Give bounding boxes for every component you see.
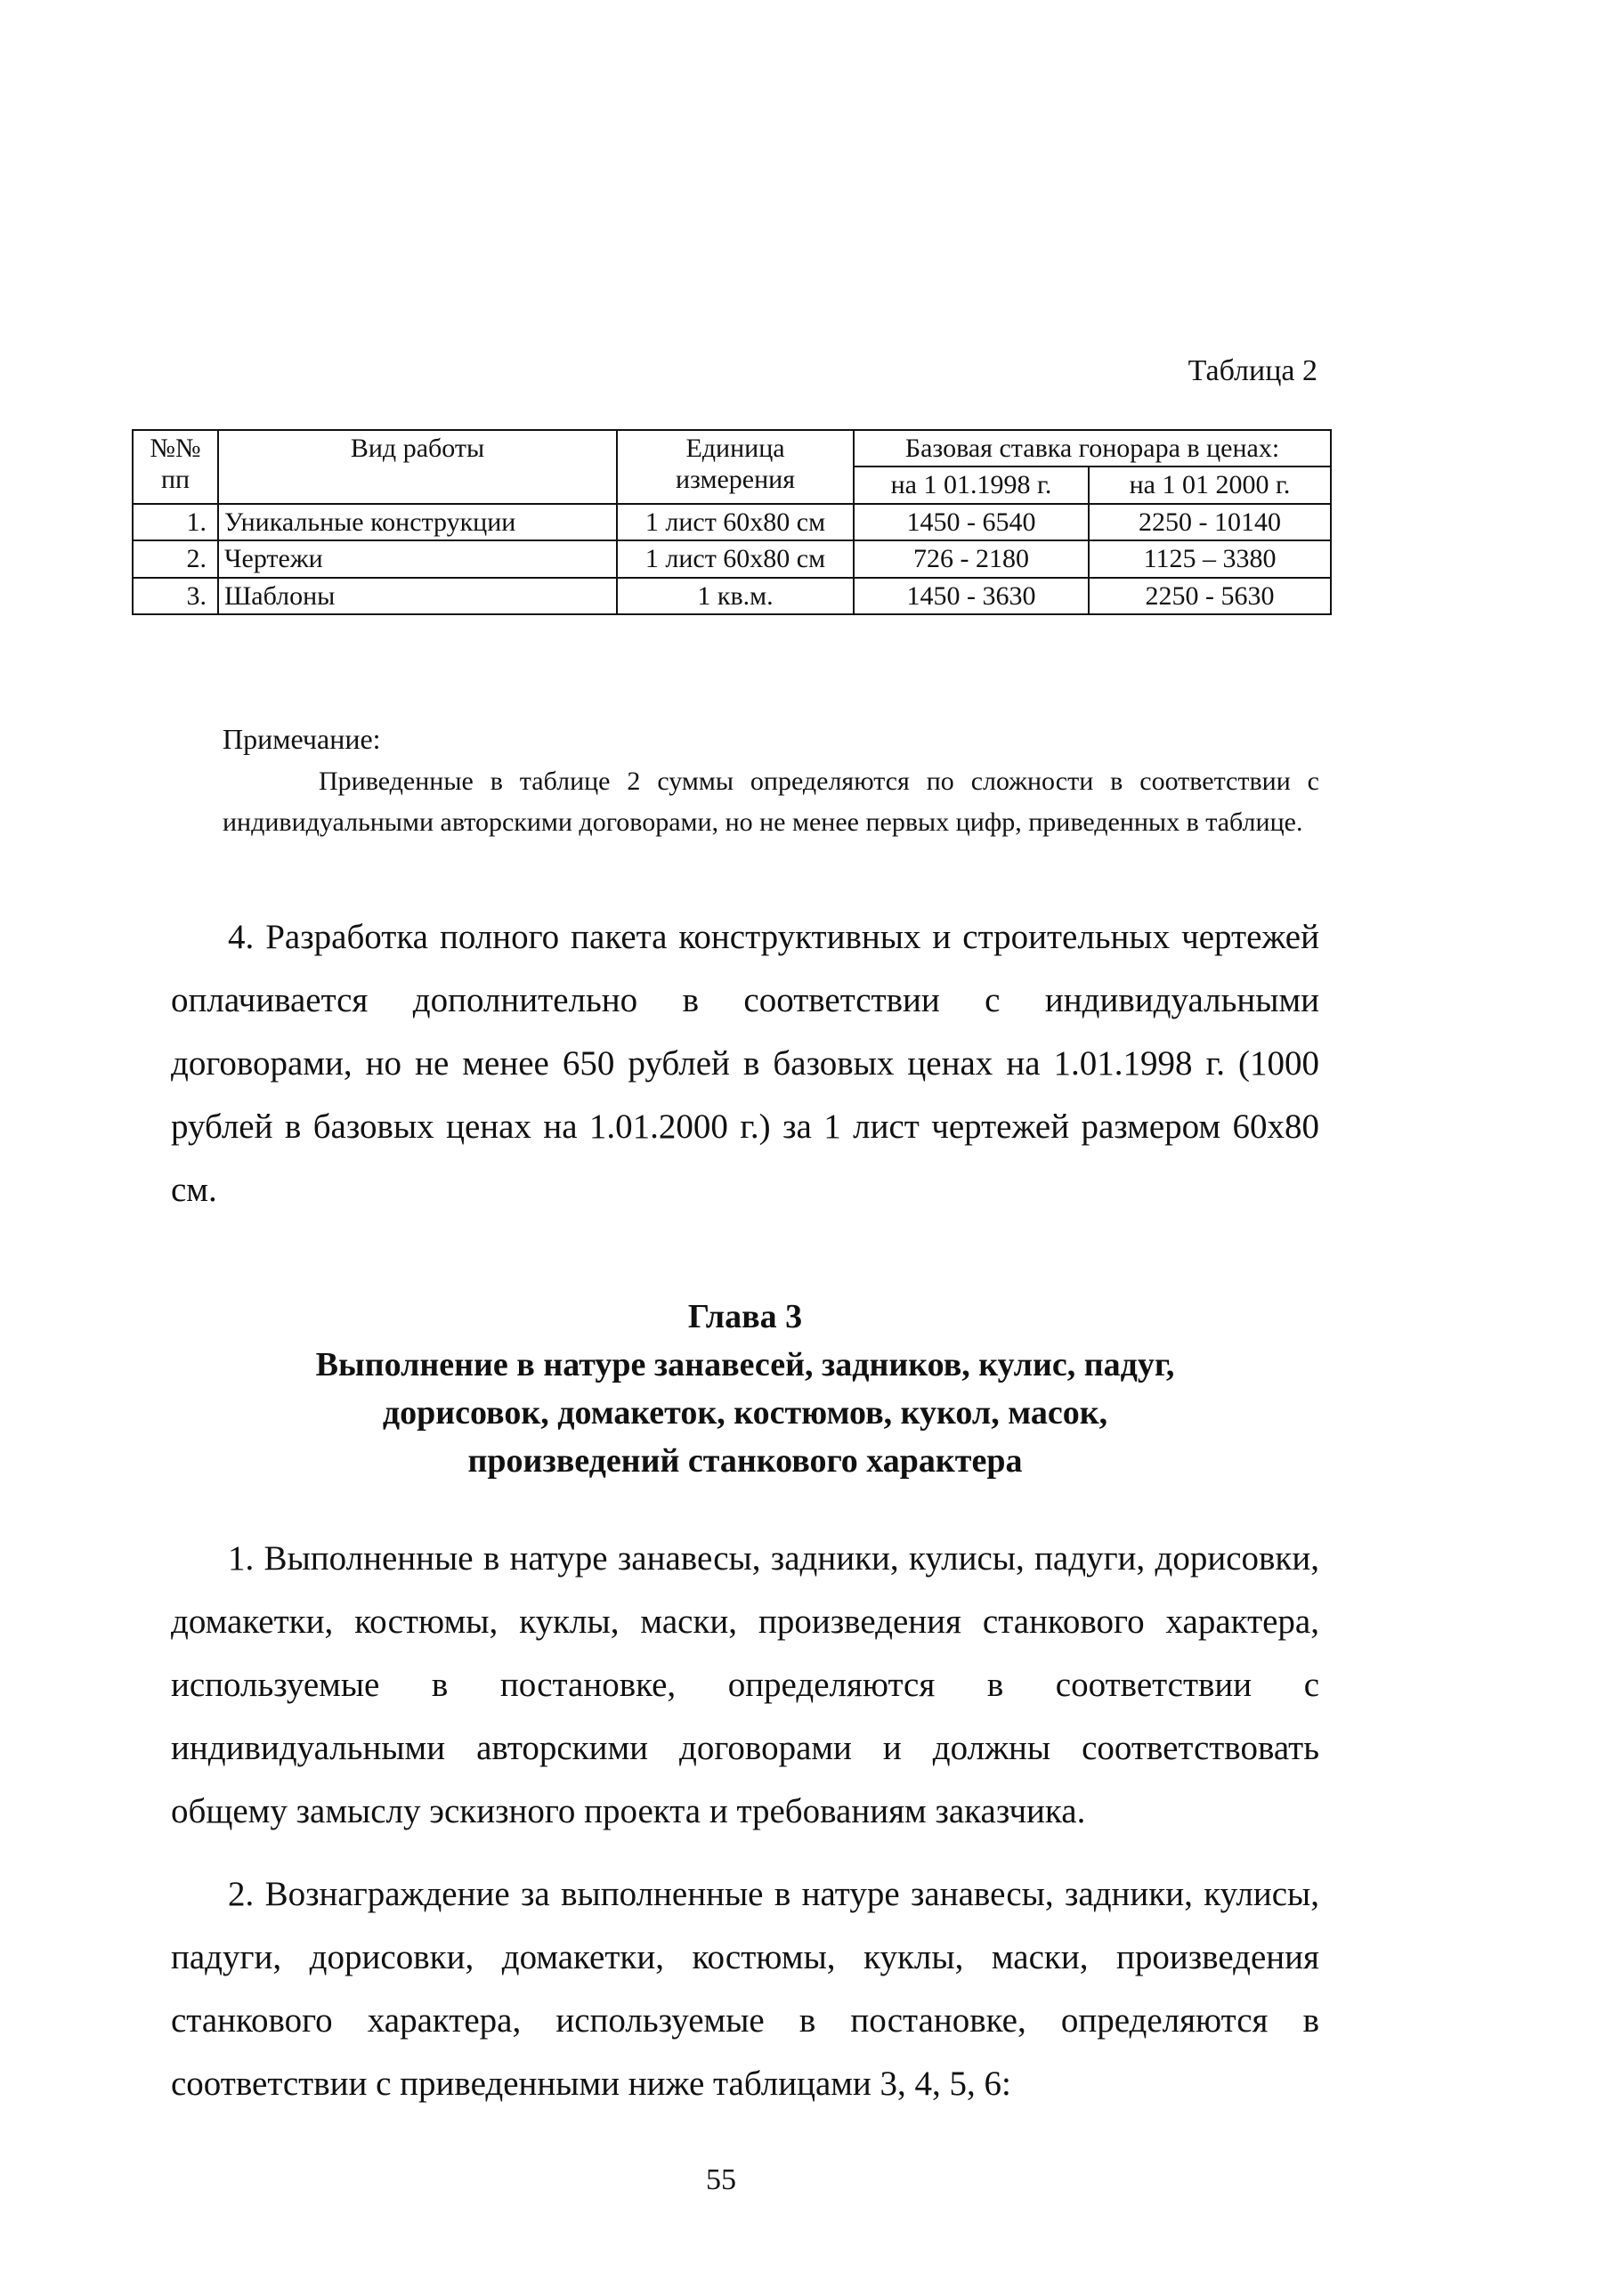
row-unit: 1 лист 60х80 см <box>617 540 854 577</box>
paragraph-4: 4. Разработка полного пакета конструктивных и строительных чертежей оплачивается дополнительно в соответствии с индивидуальными договорами, но не менее 650 рублей в базовых ценах на 1.01.1998 г. (1000 рублей в базовых ценах на 1.01.2000 г.) за 1 лист чертежей размером 60х80 см. <box>171 918 1319 1209</box>
row-work-type: Шаблоны <box>218 578 617 614</box>
header-number: №№ пп <box>133 430 218 504</box>
header-work-type: Вид работы <box>218 430 617 504</box>
table-row <box>133 540 1331 577</box>
chapter-number: Глава 3 <box>687 1298 803 1335</box>
header-unit: Единица измерения <box>617 430 854 504</box>
row-number: 1. <box>133 504 218 540</box>
chapter-title-line: Выполнение в натуре занавесей, задников, кулис, падуг, <box>315 1346 1175 1383</box>
table-header-row <box>133 430 1331 467</box>
row-price-2000: 2250 - 10140 <box>1089 504 1331 540</box>
row-price-2000: 1125 – 3380 <box>1089 540 1331 577</box>
header-price-1998: на 1 01.1998 г. <box>854 467 1089 503</box>
row-work-type: Чертежи <box>218 540 617 577</box>
chapter-paragraph-2: 2. Вознаграждение за выполненные в натуре занавесы, задники, кулисы, падуги, дорисовки, домакетки, костюмы, куклы, маски, произведения станкового характера, используемые в постановке, определяются в соответствии с приведенными ниже таблицами 3, 4, 5, 6: <box>171 1875 1319 2103</box>
note-text: Приведенные в таблице 2 суммы определяются по сложности в соответствии с индивидуальными авторскими договорами, но не менее первых цифр, приведенных в таблице. <box>223 767 1319 837</box>
fee-table <box>132 429 1332 615</box>
table-caption: Таблица 2 <box>1188 354 1317 387</box>
chapter-title-line: произведений станкового характера <box>467 1442 1023 1480</box>
table-row <box>133 504 1331 540</box>
table-row <box>133 578 1331 614</box>
row-price-1998: 1450 - 3630 <box>854 578 1089 614</box>
chapter-paragraph-1: 1. Выполненные в натуре занавесы, задники, кулисы, падуги, дорисовки, домакетки, костюмы, куклы, маски, произведения станкового характера, используемые в постановке, определяются в соответствии с индивидуальными авторскими договорами и должны соответствовать общему замыслу эскизного проекта и требованиям заказчика. <box>171 1539 1319 1830</box>
note-label: Примечание: <box>223 723 381 755</box>
header-base-rate: Базовая ставка гонорара в ценах: <box>854 430 1331 467</box>
row-price-1998: 726 - 2180 <box>854 540 1089 577</box>
row-price-2000: 2250 - 5630 <box>1089 578 1331 614</box>
row-number: 2. <box>133 540 218 577</box>
row-work-type: Уникальные конструкции <box>218 504 617 540</box>
chapter-title-line: дорисовок, домакеток, костюмов, кукол, масок, <box>382 1394 1108 1432</box>
page-number: 55 <box>706 2163 736 2196</box>
row-unit: 1 лист 60х80 см <box>617 504 854 540</box>
chapter-heading <box>171 1293 1319 1485</box>
row-number: 3. <box>133 578 218 614</box>
row-unit: 1 кв.м. <box>617 578 854 614</box>
row-price-1998: 1450 - 6540 <box>854 504 1089 540</box>
header-price-2000: на 1 01 2000 г. <box>1089 467 1331 503</box>
